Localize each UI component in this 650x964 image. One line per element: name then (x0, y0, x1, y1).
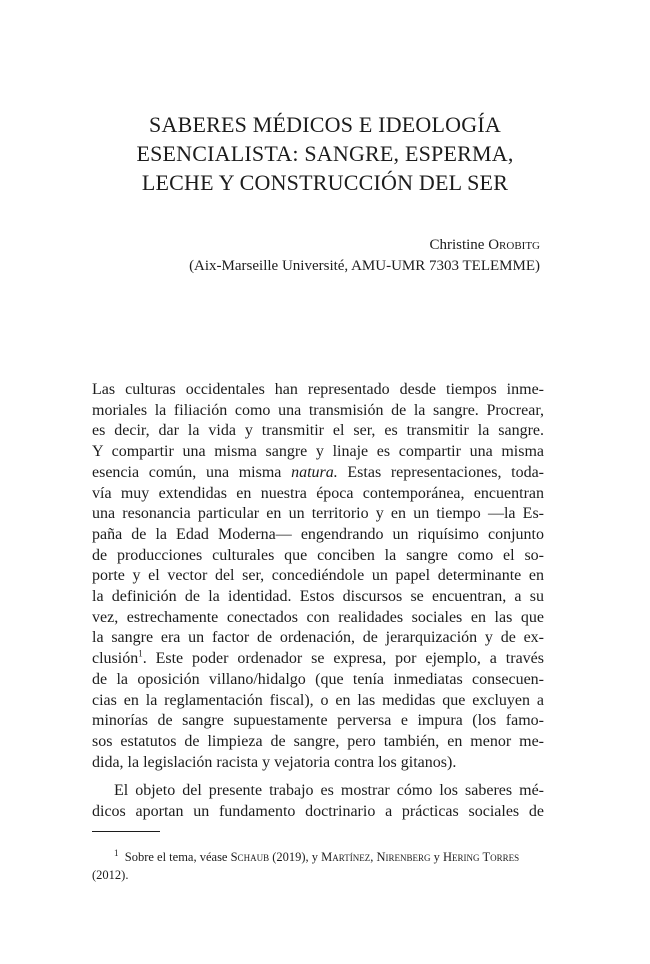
footnote-number: 1 (114, 847, 119, 858)
author-affiliation: (Aix-Marseille Université, AMU-UMR 7303 TELEMME) (189, 258, 540, 274)
footnote-separator (92, 831, 160, 832)
text-line: El objeto del presente trabajo es mostrar cómo los saberes mé- (114, 782, 544, 800)
text-line (92, 649, 544, 670)
text-line: minorías de sangre supuestamente perversa e impura (los famo- (92, 712, 544, 730)
text-segment: esencia común, una misma (92, 463, 292, 481)
text-segment: . Este poder ordenador se expresa, por ejemplo, a través (142, 650, 544, 668)
footnote-text: Sobre el tema, véase (124, 850, 231, 864)
text-line: de la oposición villano/hidalgo (que tenía inmediatas consecuen- (92, 670, 544, 688)
text-line: paña de la Edad Moderna— engendrando un riquísimo conjunto (92, 525, 544, 543)
text-segment: Estas representaciones, toda- (337, 463, 544, 481)
chapter-title (92, 110, 558, 197)
text-line: es decir, dar la vida y transmitir el ser, es transmitir la sangre. (92, 422, 544, 440)
footnote-cited-author: Martínez (321, 850, 371, 864)
paragraph-2 (92, 781, 544, 822)
text-segment: clusión (92, 650, 139, 668)
footnote-text: , (370, 850, 377, 864)
footnote-cited-author: Hering Torres (443, 850, 520, 864)
text-line: Y compartir una misma sangre y linaje es compartir una misma (92, 443, 544, 461)
text-line: la sangre era un factor de ordenación, de jerarquización y de ex- (92, 629, 544, 647)
author-name (189, 235, 540, 256)
text-line: una resonancia particular en un territorio y en un tiempo —la Es- (92, 505, 544, 523)
author-block (189, 235, 540, 277)
text-line: la definición de la identidad. Estos discursos se encuentran, a su (92, 588, 544, 606)
author-last-name: Orobitg (488, 237, 540, 253)
footnote-reference[interactable]: 1 (138, 648, 143, 659)
chapter-title-line-1: SABERES MÉDICOS E IDEOLOGÍA (149, 112, 501, 137)
text-line: cias en la reglamentación fiscal), o en las medidas que excluyen a (92, 691, 544, 709)
text-line: vía muy extendidas en nuestra época contemporánea, encuentran (92, 484, 544, 502)
body-text (92, 380, 544, 823)
footnote-text: y (430, 850, 444, 864)
text-line: dida, la legislación racista y vejatoria contra los gitanos). (92, 753, 457, 771)
footnote (92, 848, 544, 884)
chapter-title-line-3: LECHE Y CONSTRUCCIÓN DEL SER (141, 170, 509, 195)
chapter-title-line-2: ESENCIALISTA: SANGRE, ESPERMA, (136, 141, 514, 166)
text-line: de producciones culturales que conciben la sangre como el so- (92, 546, 544, 564)
footnote-cited-author: Schaub (230, 850, 270, 864)
text-line: sos estatutos de limpieza de sangre, pero también, en menor me- (92, 732, 544, 750)
text-line: Las culturas occidentales han representado desde tiempos inme- (92, 381, 544, 398)
text-line (92, 463, 544, 484)
text-line: porte y el vector del ser, concediéndole un papel determinante en (92, 567, 544, 585)
author-first-name: Christine (429, 237, 485, 253)
footnote-cited-author: Nirenberg (376, 850, 431, 864)
footnote-line-1 (92, 848, 544, 866)
paragraph-1 (92, 380, 544, 773)
footnote-text: (2019), y (269, 850, 322, 864)
text-line: vez, estrechamente conectados con realidades sociales en las que (92, 608, 544, 626)
footnote-year: (2012). (92, 868, 129, 882)
text-line: dicos aportan un fundamento doctrinario a prácticas sociales de (92, 803, 544, 821)
italic-term: natura. (291, 463, 338, 481)
text-line: moriales la filiación como una transmisión de la sangre. Procrear, (92, 401, 544, 419)
